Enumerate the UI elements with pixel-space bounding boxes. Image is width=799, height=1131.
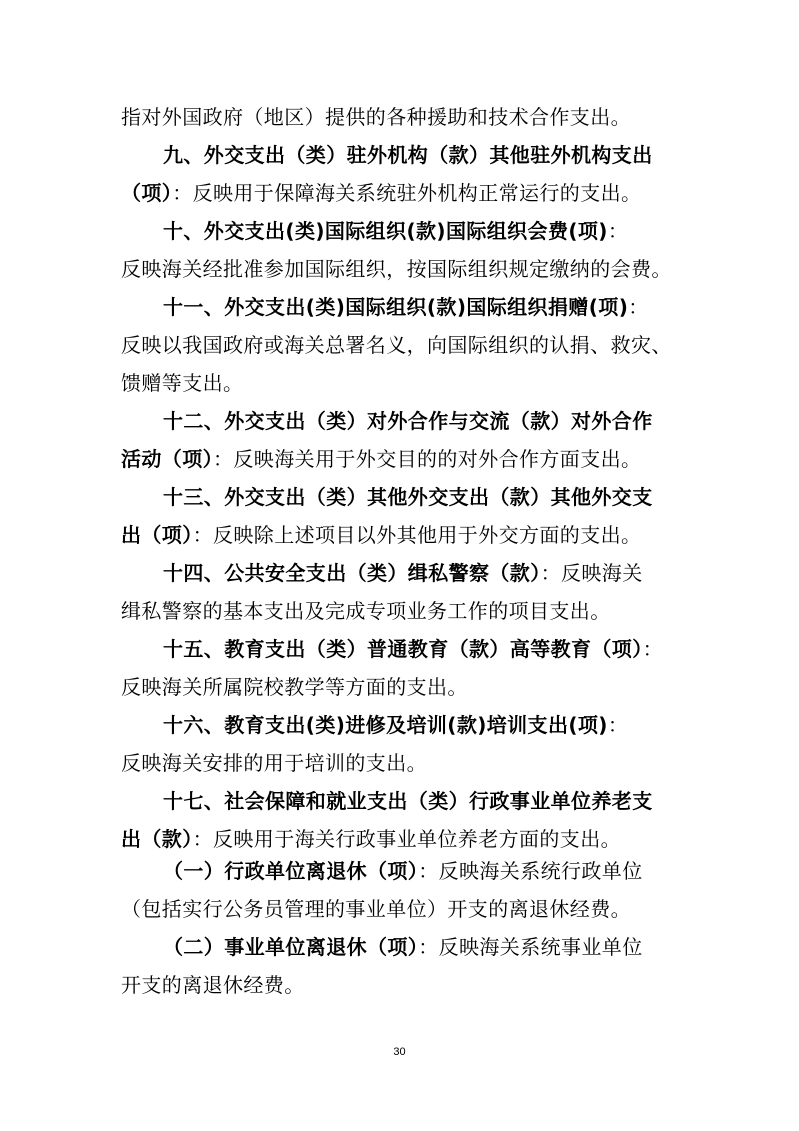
text-line: 十七、社会保障和就业支出（类）行政事业单位养老支 <box>163 789 653 813</box>
text-line: 反映海关经批准参加国际组织，按国际组织规定缴纳的会费。 <box>121 257 672 281</box>
text-line: 活动（项）：反映海关用于外交目的的对外合作方面支出。 <box>121 447 642 471</box>
text-line: 开支的离退休经费。 <box>121 973 305 997</box>
text-line: 十一、外交支出(类)国际组织(款)国际组织捐赠(项)： <box>163 295 649 319</box>
text-line: 十五、教育支出（类）普通教育（款）高等教育（项）： <box>163 637 664 661</box>
text-line: 反映以我国政府或海关总署名义，向国际组织的认捐、救灾、 <box>121 333 672 357</box>
text-line: 十三、外交支出（类）其他外交支出（款）其他外交支 <box>163 485 653 509</box>
text-line: （一）行政单位离退休（项）：反映海关系统行政单位 <box>163 859 643 883</box>
text-line: 反映海关安排的用于培训的支出。 <box>121 751 427 775</box>
text-line: 馈赠等支出。 <box>121 371 244 395</box>
text-line: 指对外国政府（地区）提供的各种援助和技术合作支出。 <box>121 105 631 129</box>
text-line: （包括实行公务员管理的事业单位）开支的离退休经费。 <box>121 897 631 921</box>
text-line: 十、外交支出(类)国际组织(款)国际组织会费(项)： <box>163 219 629 243</box>
text-line: 出（款）：反映用于海关行政事业单位养老方面的支出。 <box>121 827 622 851</box>
text-line: 十二、外交支出（类）对外合作与交流（款）对外合作 <box>163 409 653 433</box>
text-line: 出（项）：反映除上述项目以外其他用于外交方面的支出。 <box>121 523 642 547</box>
text-line: 十四、公共安全支出（类）缉私警察（款）：反映海关 <box>163 561 643 585</box>
text-line: 缉私警察的基本支出及完成专项业务工作的项目支出。 <box>121 599 611 623</box>
text-line: （项）：反映用于保障海关系统驻外机构正常运行的支出。 <box>121 181 642 205</box>
text-line: 十六、教育支出(类)进修及培训(款)培训支出(项)： <box>163 713 629 737</box>
text-line: 九、外交支出（类）驻外机构（款）其他驻外机构支出 <box>163 143 653 167</box>
text-line: 反映海关所属院校教学等方面的支出。 <box>121 675 468 699</box>
text-line: （二）事业单位离退休（项）：反映海关系统事业单位 <box>163 935 643 959</box>
page-number: 30 <box>393 1046 406 1058</box>
